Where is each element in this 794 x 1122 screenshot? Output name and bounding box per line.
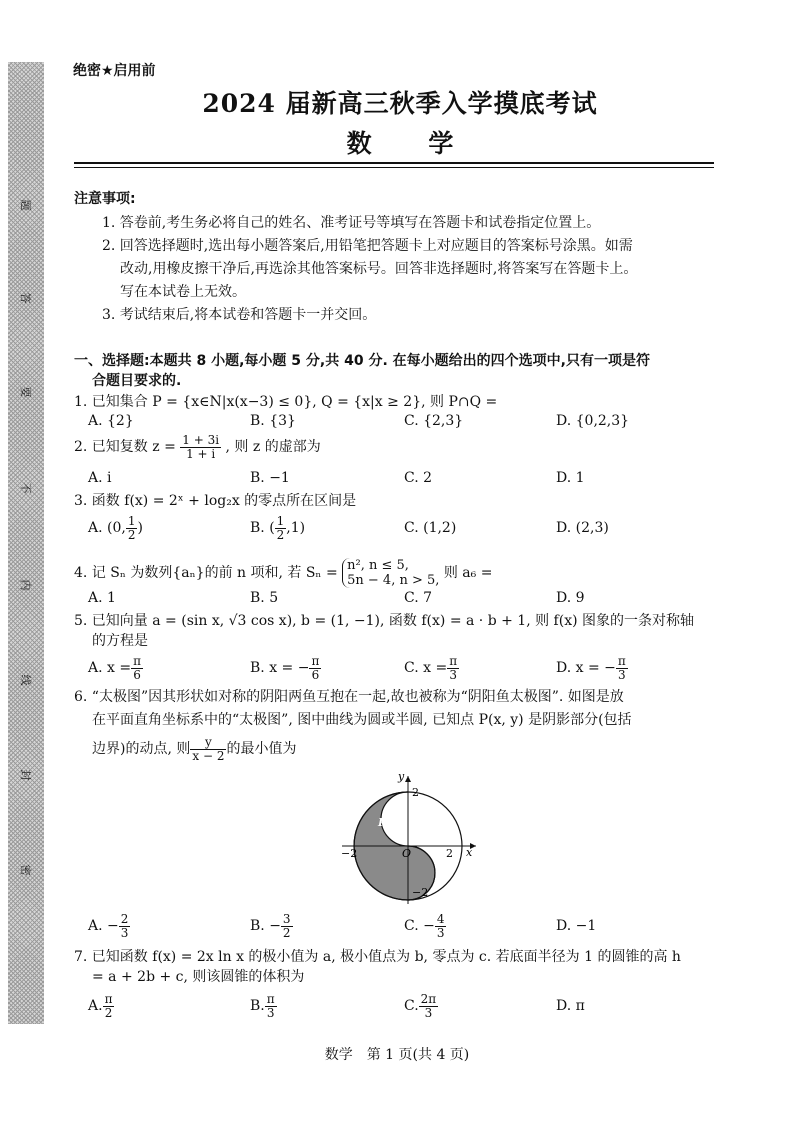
q7-option-b: [250, 992, 277, 1020]
q7-stem: 7. 已知函数 f(x) = 2x ln x 的极小值为 a, 极小值点为 b, 零点为 c. 若底面半径为 1 的圆锥的高 h: [74, 949, 681, 965]
q6-fraction: [190, 736, 226, 763]
q6-stem-cont: [92, 734, 296, 764]
q6-option-d: D. −1: [556, 918, 597, 934]
q1-option-c: C. {2,3}: [404, 413, 464, 429]
header-rule: [74, 167, 714, 168]
q6-b-den: 2: [282, 925, 291, 940]
q2-option-a: A. i: [88, 470, 112, 486]
q7-option-d: D. π: [556, 998, 585, 1014]
q2-option-b: B. −1: [250, 470, 290, 486]
subject-title: 数 学: [346, 129, 478, 158]
q4-option-c: C. 7: [404, 590, 433, 606]
exam-title: 2024 届新高三秋季入学摸底考试: [202, 89, 598, 118]
q3-option-c: C. (1,2): [404, 520, 457, 536]
q5-c-num: π: [449, 653, 458, 668]
q5-b-frac: [309, 655, 321, 682]
q6-option-a: [88, 912, 130, 940]
q5-stem: 5. 已知向量 a = (sin x, √3 cos x), b = (1, −1), 函数 f(x) = a · b + 1, 则 f(x) 图象的一条对称轴: [74, 613, 695, 629]
notes-item: 3. 考试结束后,将本试卷和答题卡一并交回。: [102, 307, 377, 323]
q4-option-a: A. 1: [88, 590, 116, 606]
confidential-label: 绝密★启用前: [73, 63, 156, 79]
q5-a-frac: [131, 655, 143, 682]
x-axis-label: x: [466, 846, 473, 859]
q4-option-d: D. 9: [556, 590, 585, 606]
q6-a-den: 3: [120, 925, 129, 940]
q3-a-frac: [126, 515, 138, 542]
q5-b-pre: B. x = −: [250, 660, 310, 676]
q3-option-d: D. (2,3): [556, 520, 609, 536]
q2-num: 1 + 3i: [182, 432, 220, 447]
q6-option-c: [404, 912, 446, 940]
q5-option-a: [88, 654, 143, 682]
q2-option-c: C. 2: [404, 470, 433, 486]
strip-char: 内: [19, 579, 32, 591]
q2-option-d: D. 1: [556, 470, 585, 486]
strip-char: 线: [19, 674, 32, 686]
q6-a-frac: [119, 913, 131, 940]
q2-pre: 2. 已知复数 z =: [74, 439, 176, 455]
q5-d-frac: [616, 655, 628, 682]
q4-post: 则 a₆ =: [443, 565, 493, 581]
q5-a-den: 6: [133, 667, 141, 682]
q6-stem-cont: 在平面直角坐标系中的“太极图”, 图中曲线为圆或半圆, 已知点 P(x, y) 是阴影部分(包括: [92, 712, 632, 728]
q7-c-pre: C.: [404, 998, 419, 1014]
q4-stem: [74, 558, 492, 588]
q7-stem-cont: = a + 2b + c, 则该圆锥的体积为: [92, 969, 305, 985]
q6-stem: 6. “太极图”因其形状如对称的阴阳两鱼互抱在一起,故也被称为“阴阳鱼太极图”. 如图是放: [74, 689, 624, 705]
q5-c-frac: [447, 655, 459, 682]
taiji-figure: [335, 768, 485, 908]
tick-top-label: 2: [412, 786, 419, 799]
q7-b-pre: B.: [250, 998, 265, 1014]
q4-pre: 4. 记 Sₙ 为数列{aₙ}的前 n 项和, 若 Sₙ =: [74, 565, 338, 581]
q4-cases: [342, 558, 439, 588]
point-p-label: P: [378, 816, 387, 829]
q4-option-b: B. 5: [250, 590, 279, 606]
q5-stem-cont: 的方程是: [92, 633, 148, 649]
q3-option-b: [250, 514, 305, 542]
q6-den: x − 2: [192, 748, 225, 763]
q7-b-num: π: [266, 991, 275, 1006]
q3-a-num: 1: [127, 513, 136, 528]
q7-a-pre: A.: [88, 998, 103, 1014]
q5-a-pre: A. x =: [88, 660, 132, 676]
q7-a-den: 2: [104, 1005, 113, 1020]
q5-c-den: 3: [449, 667, 457, 682]
q5-d-num: π: [617, 653, 626, 668]
q3-a-den: 2: [127, 527, 136, 542]
tick-right-label: 2: [446, 847, 453, 860]
tick-left-label: −2: [341, 847, 358, 860]
notes-item: 1. 答卷前,考生务必将自己的姓名、准考证号等填写在答题卡和试卷指定位置上。: [102, 215, 601, 231]
q3-a-pre: A. (0,: [88, 520, 126, 536]
q5-option-b: [250, 654, 321, 682]
section-heading: 合题目要求的.: [92, 373, 182, 389]
q5-option-d: [556, 654, 628, 682]
q7-c-den: 3: [424, 1005, 433, 1020]
section-heading: 一、选择题:本题共 8 小题,每小题 5 分,共 40 分. 在每小题给出的四个选项中,只有一项是符: [74, 353, 650, 369]
strip-char: 要: [19, 386, 32, 398]
tick-bottom-label: −2: [412, 886, 429, 899]
strip-char: 不: [19, 482, 32, 494]
q2-stem: [74, 433, 321, 461]
strip-char: 密: [19, 864, 32, 876]
q1-stem: 1. 已知集合 P = {x∈N|x(x−3) ≤ 0}, Q = {x|x ≥ 2}, 则 P∩Q =: [74, 394, 498, 410]
q3-stem: 3. 函数 f(x) = 2ˣ + log₂x 的零点所在区间是: [74, 493, 357, 509]
q6-num: y: [190, 736, 226, 750]
q7-a-num: π: [104, 991, 113, 1006]
q6-a-num: 2: [120, 911, 129, 926]
q1-option-d: D. {0,2,3}: [556, 413, 630, 429]
notes-item: 写在本试卷上无效。: [120, 284, 246, 300]
q6-b-pre: B. −: [250, 918, 281, 934]
q3-b-den: 2: [276, 527, 285, 542]
page-footer: 数学 第 1 页(共 4 页): [324, 1047, 470, 1063]
q5-d-pre: D. x = −: [556, 660, 616, 676]
q3-a-post: ): [137, 520, 143, 536]
q4-case1: n², n ≤ 5,: [347, 558, 409, 573]
y-axis-label: y: [398, 770, 405, 783]
q6-l3-pre: 边界)的动点, 则: [92, 741, 191, 757]
q6-c-num: 4: [436, 911, 445, 926]
q7-option-a: [88, 992, 114, 1020]
notes-item: 2. 回答选择题时,选出每小题答案后,用铅笔把答题卡上对应题目的答案标号涂黑。如需: [102, 238, 633, 254]
notes-item: 改动,用橡皮擦干净后,再选涂其他答案标号。回答非选择题时,将答案写在答题卡上。: [120, 261, 638, 277]
q3-b-post: ,1): [286, 520, 306, 536]
q6-b-num: 3: [282, 911, 291, 926]
q3-option-a: [88, 514, 143, 542]
q7-a-frac: [103, 993, 115, 1020]
q7-c-num: 2π: [420, 991, 437, 1006]
q3-b-num: 1: [276, 513, 285, 528]
q6-c-den: 3: [436, 925, 445, 940]
q7-option-c: [404, 992, 438, 1020]
strip-char: 题: [19, 199, 32, 211]
q5-c-pre: C. x =: [404, 660, 448, 676]
q6-c-frac: [435, 913, 447, 940]
origin-label: O: [402, 847, 412, 860]
q5-d-den: 3: [618, 667, 626, 682]
q7-b-den: 3: [266, 1005, 275, 1020]
notes-heading: 注意事项:: [74, 191, 136, 207]
q2-fraction: [180, 434, 221, 461]
q7-c-frac: [419, 993, 439, 1020]
q6-b-frac: [281, 913, 293, 940]
q3-b-frac: [275, 515, 287, 542]
q5-a-num: π: [133, 653, 141, 668]
q6-a-pre: A. −: [88, 918, 119, 934]
q5-b-num: π: [311, 653, 320, 668]
q6-l3-post: 的最小值为: [226, 741, 297, 757]
q3-b-pre: B. (: [250, 520, 275, 536]
strip-char: 答: [19, 292, 32, 304]
q4-case2: 5n − 4, n > 5,: [347, 573, 440, 588]
q2-post: , 则 z 的虚部为: [225, 439, 321, 455]
q7-b-frac: [265, 993, 277, 1020]
q2-den: 1 + i: [186, 446, 216, 461]
q5-option-c: [404, 654, 459, 682]
point-p-dot: [390, 816, 394, 820]
header-rule: [74, 162, 714, 164]
strip-char: 封: [19, 769, 32, 781]
q6-c-pre: C. −: [404, 918, 435, 934]
q6-option-b: [250, 912, 293, 940]
y-axis-arrow: [405, 776, 411, 782]
q5-b-den: 6: [311, 667, 320, 682]
q1-option-a: A. {2}: [88, 413, 134, 429]
q1-option-b: B. {3}: [250, 413, 296, 429]
